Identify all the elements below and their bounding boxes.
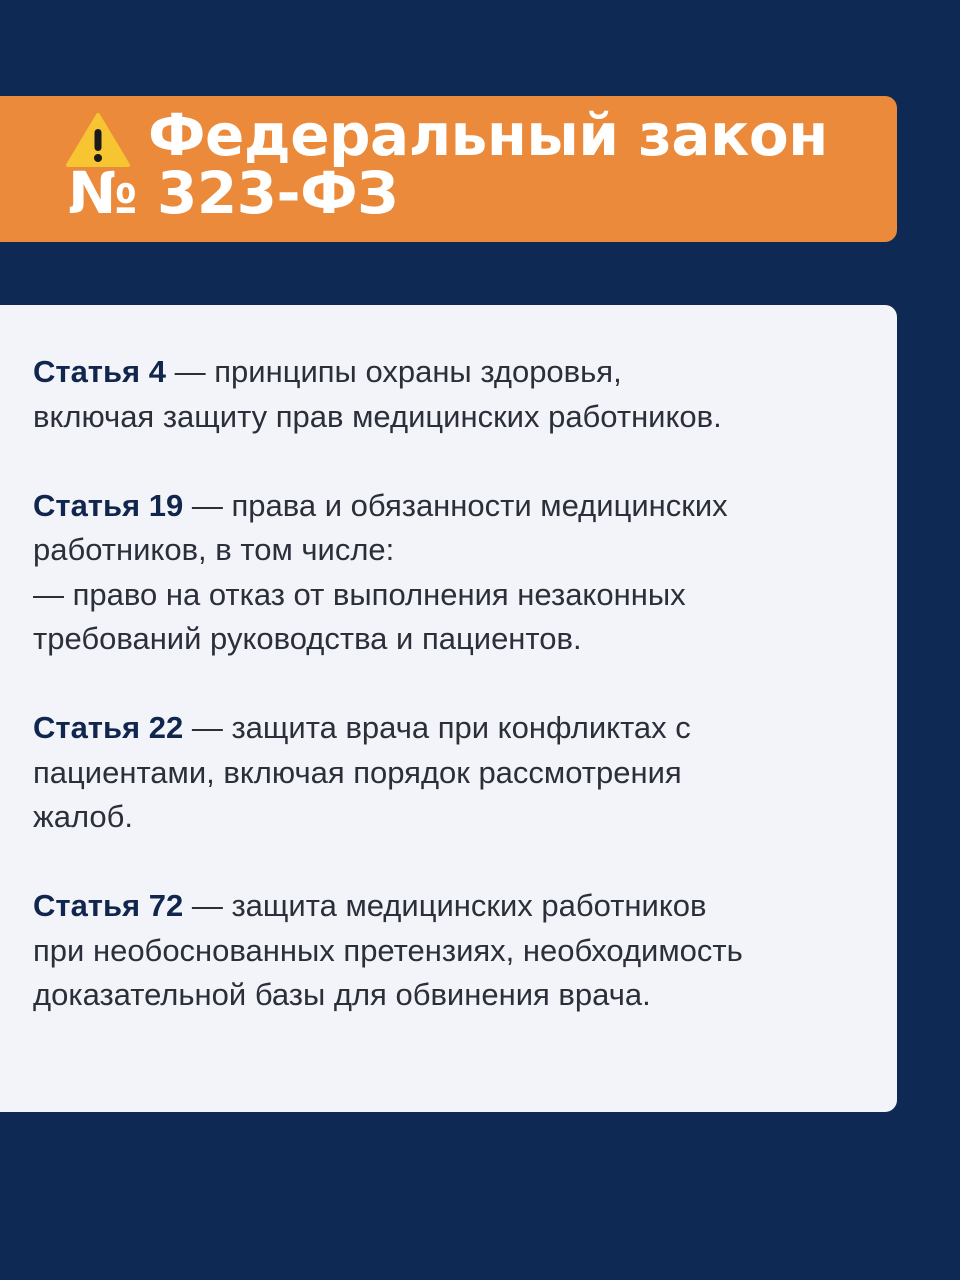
article-line: [33, 706, 873, 751]
article-line: требований руководства и пациентов.: [33, 621, 582, 656]
page-title-line2: № 323-ФЗ: [68, 159, 398, 227]
article-line: [33, 350, 873, 395]
article-text: — права и обязанности медицинских: [183, 487, 728, 523]
article-line: включая защиту прав медицинских работников.: [33, 398, 722, 434]
article-19: [33, 484, 873, 662]
article-label: Статья 22: [33, 710, 184, 745]
article-line: при необоснованных претензиях, необходимость: [33, 932, 743, 968]
article-line: пациентами, включая порядок рассмотрения: [33, 754, 682, 790]
article-line: [33, 484, 873, 529]
article-label: Статья 72: [33, 888, 184, 923]
article-label: Статья 4: [33, 354, 166, 389]
article-22: [33, 706, 873, 840]
article-line: — право на отказ от выполнения незаконных: [33, 576, 686, 612]
article-line: жалоб.: [33, 799, 134, 834]
header-banner: [0, 96, 897, 242]
article-line: [33, 884, 873, 929]
articles-list: [33, 350, 873, 1062]
article-text: — защита медицинских работников: [183, 888, 707, 923]
article-72: [33, 884, 873, 1018]
article-text: — защита врача при конфликтах с: [183, 710, 691, 745]
article-label: Статья 19: [33, 487, 184, 523]
page-title: [68, 101, 828, 227]
article-4: [33, 350, 873, 439]
article-line: работников, в том числе:: [33, 532, 395, 567]
article-line: доказательной базы для обвинения врача.: [33, 977, 651, 1012]
article-text: — принципы охраны здоровья,: [166, 354, 622, 389]
page-title-line1: Федеральный закон: [148, 101, 828, 169]
